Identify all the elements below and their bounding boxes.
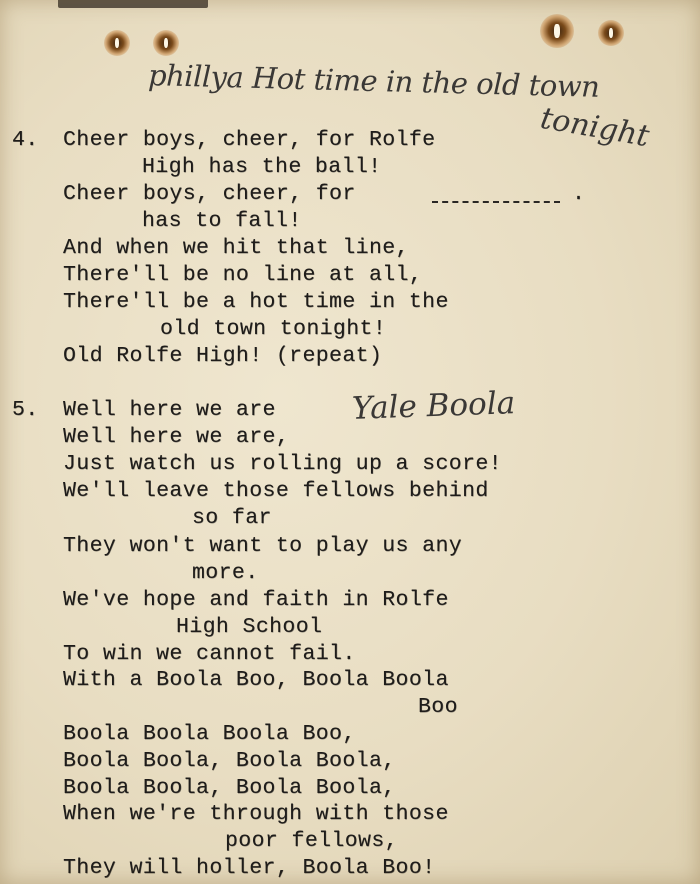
lyric-line: High School	[176, 615, 323, 639]
lyric-line: .	[572, 182, 586, 206]
lyric-line: so far	[192, 506, 272, 530]
burn-hole	[153, 30, 179, 56]
lyric-line: There'll be a hot time in the	[63, 290, 449, 314]
lyric-line: old town tonight!	[160, 317, 387, 341]
lyric-line: And when we hit that line,	[63, 236, 409, 260]
lyric-line: more.	[192, 561, 259, 585]
burn-hole	[104, 30, 130, 56]
lyric-line: Boo	[418, 695, 458, 719]
lyric-line: They will holler, Boola Boo!	[63, 856, 436, 880]
lyric-line: There'll be no line at all,	[63, 263, 423, 287]
lyric-line: Old Rolfe High! (repeat)	[63, 344, 383, 368]
lyric-line: They won't want to play us any	[63, 534, 463, 558]
burn-hole	[598, 20, 624, 46]
torn-top-strip	[58, 0, 208, 8]
lyric-line: Cheer boys, cheer, for Rolfe	[63, 128, 436, 152]
lyric-line: High has the ball!	[142, 155, 382, 179]
lyric-line: Just watch us rolling up a score!	[63, 452, 502, 476]
handwritten-note-hot-time: phillya Hot time in the old town	[147, 58, 600, 104]
lyric-line: We've hope and faith in Rolfe	[63, 588, 449, 612]
lyric-line: With a Boola Boo, Boola Boola	[63, 668, 449, 692]
verse-number: 5.	[12, 398, 39, 422]
lyric-line: To win we cannot fail.	[63, 642, 356, 666]
lyric-line: Cheer boys, cheer, for	[63, 182, 356, 206]
fill-in-blank	[432, 191, 560, 203]
lyric-line: We'll leave those fellows behind	[63, 479, 489, 503]
handwritten-note-yale-boola: Yale Boola	[351, 385, 516, 427]
handwritten-note-tonight: tonight	[537, 100, 652, 155]
burn-hole	[540, 14, 574, 48]
lyric-line: poor fellows,	[225, 829, 398, 853]
lyric-line: Well here we are,	[63, 425, 290, 449]
lyric-line: Boola Boola, Boola Boola,	[63, 749, 396, 773]
lyric-line: When we're through with those	[63, 802, 449, 826]
lyric-line: Well here we are	[63, 398, 276, 422]
verse-number: 4.	[12, 128, 39, 152]
lyric-line: Boola Boola, Boola Boola,	[63, 776, 396, 800]
lyric-line: Boola Boola Boola Boo,	[63, 722, 356, 746]
lyric-line: has to fall!	[142, 209, 302, 233]
